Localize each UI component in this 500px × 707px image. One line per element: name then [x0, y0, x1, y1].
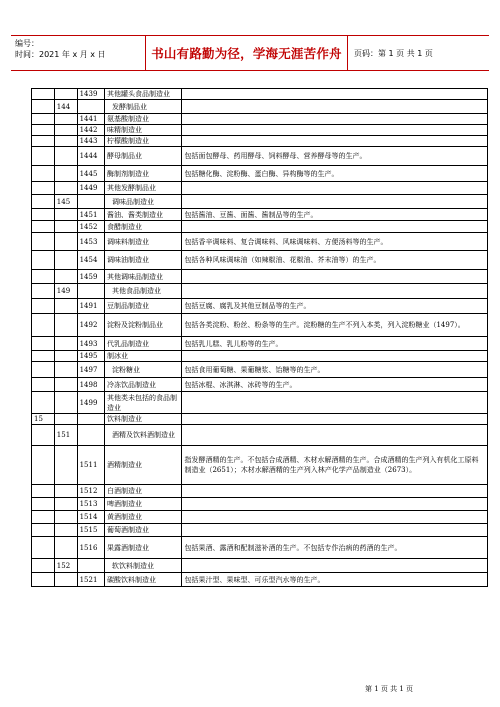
code-level-3: 1441 [77, 114, 104, 125]
code-level-3: 1445 [77, 166, 104, 182]
code-level-2 [54, 314, 77, 337]
code-level-3: 1451 [77, 209, 104, 221]
table-row [32, 337, 488, 351]
table-row [32, 182, 488, 195]
header-page-label: 页码：第 1 页 共 1 页 [354, 48, 433, 58]
code-level-2: 145 [54, 195, 77, 209]
category-name: 酶制剂制造业 [104, 166, 182, 182]
category-description [182, 114, 488, 125]
code-level-3: 1515 [77, 524, 104, 537]
code-level-2 [54, 166, 77, 182]
table-row [32, 221, 488, 233]
code-level-3: 1452 [77, 221, 104, 233]
code-level-2 [54, 362, 77, 378]
code-level-2 [54, 182, 77, 195]
code-level-3: 1498 [77, 378, 104, 392]
code-level-3: 1459 [77, 270, 104, 284]
category-name: 柠檬酸制造业 [104, 136, 182, 147]
table-row [32, 498, 488, 511]
category-description [182, 351, 488, 362]
category-description [182, 392, 488, 414]
table-row [32, 351, 488, 362]
code-level-1 [32, 89, 55, 100]
category-description [182, 485, 488, 498]
code-level-2 [54, 89, 77, 100]
table-row [32, 270, 488, 284]
code-level-1 [32, 136, 55, 147]
table-row [32, 209, 488, 221]
category-description: 包括果酒、露酒和配制滋补酒的生产。不包括专作治病的药酒的生产。 [182, 537, 488, 559]
table-row [32, 89, 488, 100]
category-name: 碳酸饮料制造业 [104, 573, 182, 587]
code-level-2: 149 [54, 284, 77, 299]
table-row [32, 559, 488, 573]
table-row [32, 511, 488, 524]
category-name: 酵母制品业 [104, 147, 182, 166]
category-name: 代乳品制造业 [104, 337, 182, 351]
code-level-3 [77, 195, 104, 209]
code-level-1 [32, 351, 55, 362]
code-level-2 [54, 221, 77, 233]
code-level-1 [32, 362, 55, 378]
table-row [32, 573, 488, 587]
category-name: 冷冻饮品制造业 [104, 378, 182, 392]
table-row [32, 136, 488, 147]
code-level-3: 1493 [77, 337, 104, 351]
code-level-3: 1491 [77, 299, 104, 314]
table-row [32, 425, 488, 446]
category-description: 包括冰棍、冰淇淋、冰砖等的生产。 [182, 378, 488, 392]
code-level-2 [54, 414, 77, 425]
code-level-1 [32, 314, 55, 337]
code-level-3: 1492 [77, 314, 104, 337]
category-description: 包括乳儿糕、乳儿粉等的生产。 [182, 337, 488, 351]
code-level-1 [32, 114, 55, 125]
code-level-2 [54, 524, 77, 537]
code-level-2 [54, 136, 77, 147]
category-description [182, 100, 488, 114]
table-row [32, 537, 488, 559]
table-row [32, 378, 488, 392]
table-row [32, 362, 488, 378]
code-level-2 [54, 337, 77, 351]
code-level-1 [32, 147, 55, 166]
code-level-2 [54, 498, 77, 511]
table-row [32, 485, 488, 498]
code-level-3: 1516 [77, 537, 104, 559]
code-level-2 [54, 392, 77, 414]
code-level-2 [54, 573, 77, 587]
category-description: 包括糖化酶、淀粉酶、蛋白酶、异构酶等的生产。 [182, 166, 488, 182]
category-description [182, 182, 488, 195]
code-level-3: 1444 [77, 147, 104, 166]
code-level-3: 1511 [77, 446, 104, 485]
code-level-3: 1442 [77, 125, 104, 136]
category-description: 包括各种风味调味油（如辣椒油、花椒油、芥末油等）的生产。 [182, 251, 488, 270]
code-level-3: 1499 [77, 392, 104, 414]
table-row [32, 195, 488, 209]
code-level-2 [54, 446, 77, 485]
code-level-1 [32, 392, 55, 414]
table-row [32, 166, 488, 182]
code-level-3: 1453 [77, 233, 104, 251]
code-level-1 [32, 166, 55, 182]
code-level-3: 1449 [77, 182, 104, 195]
category-description [182, 136, 488, 147]
code-level-2 [54, 147, 77, 166]
code-level-3: 1495 [77, 351, 104, 362]
table-row [32, 233, 488, 251]
category-name: 氨基酸制造业 [104, 114, 182, 125]
code-level-2: 144 [54, 100, 77, 114]
code-level-1 [32, 195, 55, 209]
category-name: 软饮料制造业 [104, 559, 182, 573]
table-row [32, 284, 488, 299]
code-level-2 [54, 233, 77, 251]
table-body [32, 89, 488, 587]
code-level-3: 1443 [77, 136, 104, 147]
category-description [182, 524, 488, 537]
category-description [182, 559, 488, 573]
code-level-2: 151 [54, 425, 77, 446]
code-level-1 [32, 182, 55, 195]
table-row [32, 100, 488, 114]
code-level-1 [32, 378, 55, 392]
code-level-3: 1514 [77, 511, 104, 524]
code-level-1 [32, 537, 55, 559]
category-name: 白酒制造业 [104, 485, 182, 498]
code-level-2 [54, 299, 77, 314]
table-row [32, 125, 488, 136]
code-level-2 [54, 511, 77, 524]
header-slogan: 书山有路勤为径，学海无涯苦作舟 [146, 36, 348, 70]
code-level-1 [32, 209, 55, 221]
code-level-2 [54, 537, 77, 559]
code-level-1 [32, 446, 55, 485]
code-level-3 [77, 414, 104, 425]
table-row [32, 147, 488, 166]
category-description: 指发酵酒精的生产。不包括合成酒精、木材水解酒精的生产。合成酒精的生产列入有机化工原料制造业（2651）；木材水解酒精的生产列入林产化学产品制造业（2673）。 [182, 446, 488, 485]
category-name: 黄酒制造业 [104, 511, 182, 524]
code-level-1 [32, 485, 55, 498]
industry-code-table [31, 88, 488, 587]
code-level-1 [32, 100, 55, 114]
code-level-3: 1439 [77, 89, 104, 100]
category-description: 包括酱油、豆酱、面酱、酱制品等的生产。 [182, 209, 488, 221]
category-description [182, 125, 488, 136]
category-name: 淀粉及淀粉制品业 [104, 314, 182, 337]
category-description [182, 425, 488, 446]
category-name: 调味品制造业 [104, 195, 182, 209]
category-name: 调味油制造业 [104, 251, 182, 270]
table-row [32, 414, 488, 425]
code-level-3: 1512 [77, 485, 104, 498]
table-row [32, 299, 488, 314]
category-name: 酒精及饮料酒制造业 [104, 425, 182, 446]
code-level-1 [32, 337, 55, 351]
category-description [182, 414, 488, 425]
category-description: 包括食用葡萄糖、果葡糖浆、饴糖等的生产。 [182, 362, 488, 378]
code-level-2 [54, 209, 77, 221]
category-name: 其他罐头食品制造业 [104, 89, 182, 100]
category-name: 酒精制造业 [104, 446, 182, 485]
code-level-1 [32, 233, 55, 251]
code-level-1 [32, 125, 55, 136]
header-meta [11, 36, 146, 70]
code-level-1: 15 [32, 414, 55, 425]
category-name: 其他发酵制品业 [104, 182, 182, 195]
category-description [182, 89, 488, 100]
code-level-3: 1513 [77, 498, 104, 511]
code-level-3 [77, 559, 104, 573]
category-name: 饮料制造业 [104, 414, 182, 425]
category-description [182, 284, 488, 299]
category-name: 豆制品制造业 [104, 299, 182, 314]
category-description: 包括果汁型、果味型、可乐型汽水等的生产。 [182, 573, 488, 587]
code-level-1 [32, 299, 55, 314]
code-level-2 [54, 378, 77, 392]
code-level-1 [32, 559, 55, 573]
code-level-1 [32, 221, 55, 233]
code-level-2: 152 [54, 559, 77, 573]
code-level-2 [54, 114, 77, 125]
code-level-2 [54, 251, 77, 270]
category-description [182, 498, 488, 511]
code-level-3: 1454 [77, 251, 104, 270]
category-name: 其他调味品制造业 [104, 270, 182, 284]
category-name: 制冰业 [104, 351, 182, 362]
table-row [32, 314, 488, 337]
category-description [182, 511, 488, 524]
table-row [32, 251, 488, 270]
code-level-3: 1521 [77, 573, 104, 587]
category-description: 包括豆腐、腐乳及其他豆制品等的生产。 [182, 299, 488, 314]
category-name: 食醋制造业 [104, 221, 182, 233]
category-name: 酱油、酱类制造业 [104, 209, 182, 221]
code-level-3 [77, 100, 104, 114]
category-description: 包括各类淀粉、粉丝、粉条等的生产。淀粉糖的生产不列入本类，列入淀粉糖业（1497）。 [182, 314, 488, 337]
category-name: 发酵制品业 [104, 100, 182, 114]
table-row [32, 446, 488, 485]
category-name: 啤酒制造业 [104, 498, 182, 511]
code-level-2 [54, 125, 77, 136]
category-name: 调味料制造业 [104, 233, 182, 251]
code-level-1 [32, 251, 55, 270]
category-description: 包括面包酵母、药用酵母、饲料酵母、营养酵母等的生产。 [182, 147, 488, 166]
code-level-2 [54, 270, 77, 284]
code-level-1 [32, 284, 55, 299]
page-header [11, 35, 489, 71]
document-time-label: 时间：2021 年 x 月 x 日 [15, 50, 106, 59]
table-row [32, 392, 488, 414]
code-level-1 [32, 270, 55, 284]
code-level-2 [54, 351, 77, 362]
document-number-label: 编号： [15, 39, 39, 48]
code-level-1 [32, 511, 55, 524]
category-name: 其他类未包括的食品制造业 [104, 392, 182, 414]
category-name: 果露酒制造业 [104, 537, 182, 559]
code-level-1 [32, 425, 55, 446]
category-name: 味精制造业 [104, 125, 182, 136]
code-level-1 [32, 498, 55, 511]
category-name: 葡萄酒制造业 [104, 524, 182, 537]
page-footer: 第 1 页 共 1 页 [365, 685, 414, 693]
table-row [32, 524, 488, 537]
code-level-1 [32, 573, 55, 587]
category-description: 包括香辛调味料、复合调味料、风味调味料、方便汤料等的生产。 [182, 233, 488, 251]
code-level-3 [77, 284, 104, 299]
category-description [182, 221, 488, 233]
code-level-3: 1497 [77, 362, 104, 378]
code-level-2 [54, 485, 77, 498]
category-description [182, 195, 488, 209]
code-level-1 [32, 524, 55, 537]
table-row [32, 114, 488, 125]
category-name: 淀粉糖业 [104, 362, 182, 378]
code-level-3 [77, 425, 104, 446]
category-name: 其他食品制造业 [104, 284, 182, 299]
category-description [182, 270, 488, 284]
